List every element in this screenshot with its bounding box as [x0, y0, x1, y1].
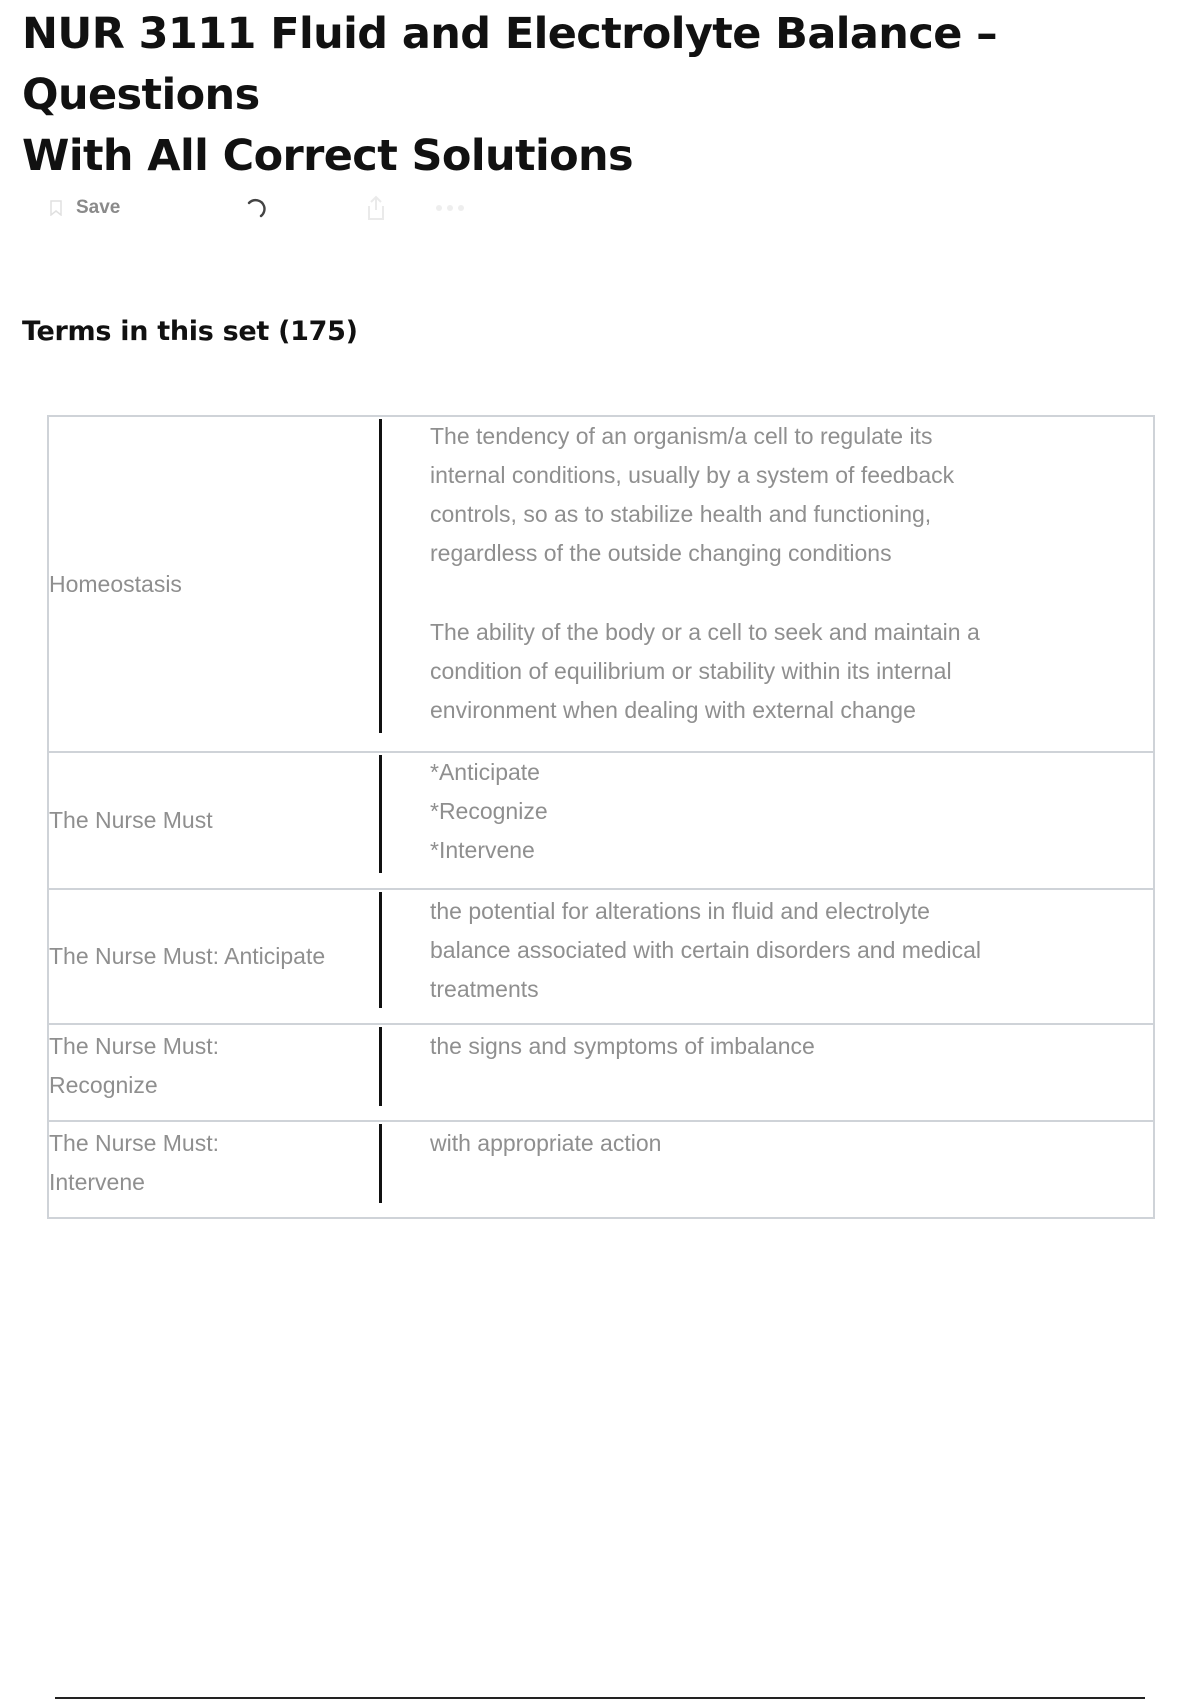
column-divider: [379, 419, 382, 733]
document-title: [22, 4, 1182, 187]
definition-line: the potential for alterations in fluid and electrolyte: [430, 898, 930, 924]
term-line: The Nurse Must:: [49, 1033, 219, 1059]
term-line: Recognize: [49, 1072, 158, 1098]
term-row: [49, 417, 1153, 753]
term-row: [49, 890, 1153, 1025]
bookmark-icon: [50, 200, 62, 216]
term-cell: [49, 1027, 379, 1122]
term-row: [49, 1122, 1153, 1219]
definition-line: environment when dealing with external change: [430, 697, 916, 723]
term-cell: The Nurse Must: Anticipate: [49, 943, 326, 969]
page-footer-rule: [55, 1697, 1145, 1699]
more-options-icon: [435, 204, 465, 212]
definition-line: the signs and symptoms of imbalance: [430, 1033, 815, 1059]
column-divider: [379, 1124, 382, 1203]
more-options-button[interactable]: [435, 188, 465, 228]
definition-line: internal conditions, usually by a system of feedback: [430, 462, 955, 488]
definition-cell: [430, 1124, 1070, 1163]
definition-cell: [430, 417, 1070, 730]
definition-cell: [430, 1027, 1070, 1066]
column-divider: [379, 892, 382, 1008]
definition-line: with appropriate action: [430, 1130, 662, 1156]
definition-line: condition of equilibrium or stability within its internal: [430, 658, 952, 684]
definition-line: balance associated with certain disorders and medical: [430, 937, 982, 963]
term-cell: The Nurse Must: [49, 807, 213, 833]
save-button[interactable]: [50, 188, 120, 228]
term-row: [49, 753, 1153, 890]
column-divider: [379, 755, 382, 873]
definition-line: The tendency of an organism/a cell to regulate its: [430, 423, 933, 449]
title-line-1: NUR 3111 Fluid and Electrolyte Balance – Questions: [22, 9, 998, 120]
definition-line: controls, so as to stabilize health and functioning,: [430, 501, 932, 527]
definition-line: *Anticipate: [430, 759, 540, 785]
paragraph-gap: [430, 573, 1070, 613]
term-cell: Homeostasis: [49, 570, 182, 597]
term-line: Intervene: [49, 1169, 145, 1195]
definition-line: treatments: [430, 976, 539, 1002]
term-line: The Nurse Must:: [49, 1130, 219, 1156]
column-divider: [379, 1027, 382, 1106]
definition-line: The ability of the body or a cell to seek and maintain a: [430, 619, 980, 645]
loading-spinner-icon: [245, 196, 269, 220]
terms-heading: Terms in this set (175): [22, 316, 358, 347]
set-toolbar: [50, 188, 470, 228]
terms-table: [47, 415, 1155, 1219]
share-button[interactable]: [365, 188, 387, 228]
term-cell: [49, 1124, 379, 1219]
loading-indicator: [245, 188, 269, 228]
definition-cell: [430, 753, 1070, 870]
definition-line: *Intervene: [430, 837, 535, 863]
definition-line: regardless of the outside changing conditions: [430, 540, 892, 566]
share-icon: [365, 195, 387, 221]
term-row: [49, 1025, 1153, 1122]
save-label: Save: [76, 197, 121, 218]
definition-cell: [430, 892, 1070, 1009]
title-line-2: With All Correct Solutions: [22, 131, 634, 181]
definition-line: *Recognize: [430, 798, 548, 824]
